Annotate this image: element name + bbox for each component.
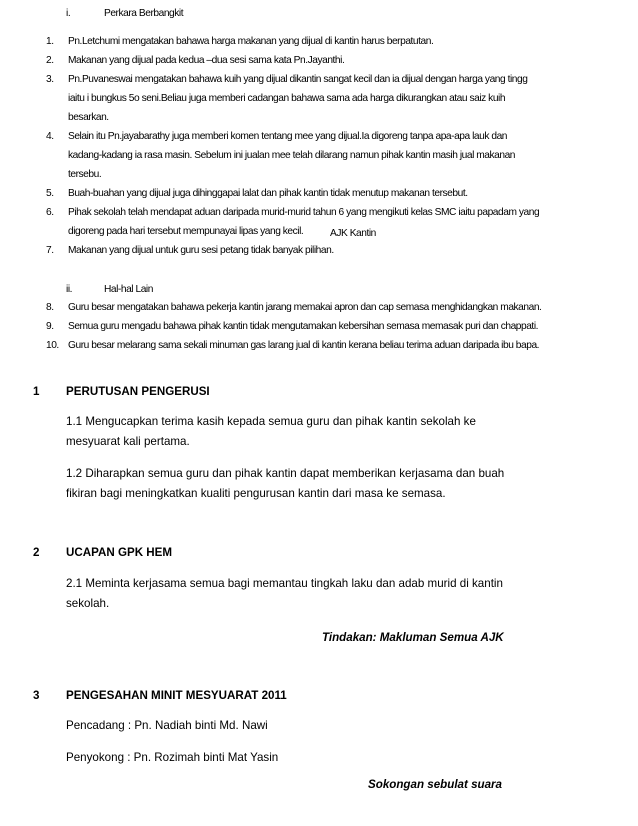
section-number: 2 (33, 546, 40, 559)
item-number: 1. (46, 36, 54, 47)
item-number: 3. (46, 74, 54, 85)
item-line: digoreng pada hari tersebut mempunayai lipas yang kecil. (68, 226, 304, 237)
subheading-title: Perkara Berbangkit (104, 8, 184, 19)
list-item (46, 51, 616, 70)
item-number: 10. (46, 340, 59, 351)
list-item (46, 70, 616, 127)
paragraph-line: mesyuarat kali pertama. (66, 435, 190, 448)
item-line: besarkan. (68, 112, 109, 123)
item-line: Buah-buahan yang dijual juga dihinggapai lalat dan pihak kantin tidak menutup makanan tersebut. (68, 188, 468, 199)
item-number: 2. (46, 55, 54, 66)
section-title: PENGESAHAN MINIT MESYUARAT 2011 (66, 689, 287, 702)
paragraph-line: 2.1 Meminta kerjasama semua bagi memantau tingkah laku dan adab murid di kantin (66, 577, 503, 590)
item-number: 4. (46, 131, 54, 142)
roman-numeral: i. (66, 8, 71, 19)
paragraph-line: Pencadang : Pn. Nadiah binti Md. Nawi (66, 719, 268, 732)
item-line: Semua guru mengadu bahawa pihak kantin tidak mengutamakan kebersihan semasa memasak puri dan chappati. (68, 321, 539, 332)
item-line: tersebu. (68, 169, 102, 180)
item-line: Guru besar mengatakan bahawa pekerja kantin jarang memakai apron dan cap semasa menghidangkan makanan. (68, 302, 542, 313)
paragraph-1-1 (66, 412, 506, 452)
list-hal-hal-lain (46, 298, 616, 355)
paragraph-1-2 (66, 464, 506, 504)
paragraph-line: 1.2 Diharapkan semua guru dan pihak kantin dapat memberikan kerjasama dan buah (66, 467, 505, 480)
item-line: kadang-kadang ia rasa masin. Sebelum ini jualan mee telah dilarang namun pihak kantin masih jual makanan (68, 150, 516, 161)
item-number: 9. (46, 321, 54, 332)
item-line: Makanan yang dijual untuk guru sesi petang tidak banyak pilihan. (68, 245, 334, 256)
list-item (46, 241, 616, 260)
paragraph-line: sekolah. (66, 597, 110, 610)
item-number: 8. (46, 302, 54, 313)
item-line: Pihak sekolah telah mendapat aduan daripada murid-murid tahun 6 yang mengikuti kelas SMC iaitu papadam yang (68, 207, 540, 218)
list-item (46, 317, 616, 336)
item-line: iaitu i bungkus 5o seni.Beliau juga memberi cadangan bahawa sama ada harga dikurangkan atau saiz kuih (68, 93, 506, 104)
paragraph-penyokong (66, 748, 506, 768)
section-title: UCAPAN GPK HEM (66, 546, 173, 559)
paragraph-line: 1.1 Mengucapkan terima kasih kepada semua guru dan pihak kantin sekolah ke (66, 415, 476, 428)
list-item (46, 127, 616, 184)
paragraph-line: Penyokong : Pn. Rozimah binti Mat Yasin (66, 751, 279, 764)
paragraph-line: fikiran bagi meningkatkan kualiti pengurusan kantin dari masa ke semasa. (66, 487, 446, 500)
item-number: 7. (46, 245, 54, 256)
signature-ajk-kantin: AJK Kantin (330, 228, 376, 239)
section-number: 3 (33, 689, 40, 702)
item-line: Selain itu Pn.jayabarathy juga memberi komen tentang mee yang dijual.Ia digoreng tanpa apa-apa lauk dan (68, 131, 508, 142)
list-item (46, 298, 616, 317)
item-line: Pn.Letchumi mengatakan bahawa harga makanan yang dijual di kantin harus berpatutan. (68, 36, 434, 47)
item-number: 5. (46, 188, 54, 199)
list-item (46, 336, 616, 355)
item-line: Makanan yang dijual pada kedua –dua sesi sama kata Pn.Jayanthi. (68, 55, 345, 66)
item-number: 6. (46, 207, 54, 218)
item-line: Guru besar melarang sama sekali minuman gas larang jual di kantin kerana beliau terima aduan daripada ibu bapa. (68, 340, 540, 351)
list-item (46, 184, 616, 203)
section-number: 1 (33, 385, 40, 398)
roman-numeral: ii. (66, 284, 73, 295)
paragraph-pencadang (66, 716, 506, 736)
subheading-title: Hal-hal Lain (104, 284, 153, 295)
action-note: Tindakan: Makluman Semua AJK (322, 631, 504, 644)
list-item (46, 32, 616, 51)
paragraph-2-1 (66, 574, 506, 614)
item-line: Pn.Puvaneswai mengatakan bahawa kuih yang dijual dikantin sangat kecil dan ia dijual dengan harga yang tingg (68, 74, 528, 85)
section-title: PERUTUSAN PENGERUSI (66, 385, 210, 398)
action-note: Sokongan sebulat suara (368, 778, 503, 791)
